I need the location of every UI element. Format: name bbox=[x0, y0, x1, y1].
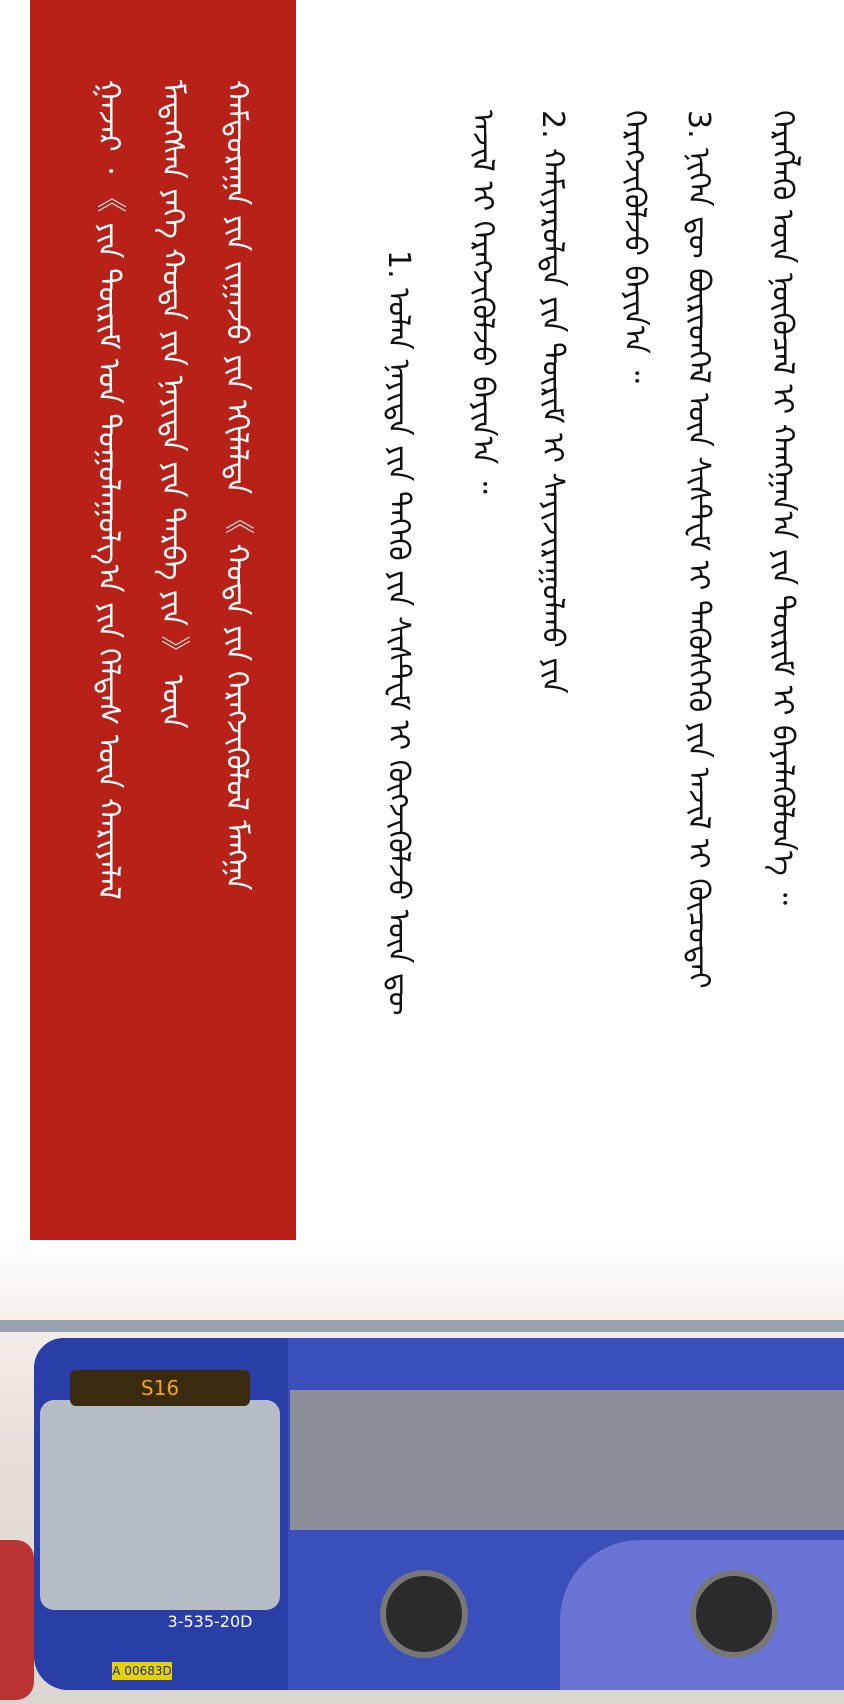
bus-side-windows bbox=[290, 1390, 844, 1530]
body-line-6: 1. ᠣᠯᠠᠨ ᠨᠡᠶᠢᠲᠡ ᠶᠢᠨ ᠲᠡᠬᠡᠬᠦ ᠶᠢᠨ ᠰᠢᠰᠲ᠋ᠧᠮ ᠢ ᠬᠥᠭᠵᠢᠭᠦᠯᠵᠦ ᠦᠨ ᠳᠦ bbox=[381, 250, 416, 1016]
bus-photo bbox=[0, 1240, 844, 1704]
panel-line-1: ᠭᠠᠵᠠᠷ ᠂ 《 ᠶᠢᠨ ᠳᠦᠷᠢᠮ ᠤᠨ ᠳᠤᠭᠤᠯᠠᠭᠤᠯᠭ᠎ᠠ ᠶᠢᠨ ᠬᠡᠯᠲᠡᠰ ᠦᠨ ᠬᠠᠷᠢᠶᠠᠯᠠᠯ bbox=[91, 80, 126, 900]
panel-line-3: ᠬᠠᠮᠲᠤᠷᠠᠭᠠ ᠶᠢᠨ ᠵᠢᠭᠠᠵᠤ ᠶᠢᠨ ᠡᠬᠢᠯᠡᠯᠲᠡ 《 ᠬᠣᠲᠠ ᠶᠢᠨ ᠬᠡᠷᠡᠭᠵᠢᠭᠦᠯᠦᠯ ᠮᠠᠩᠭ᠋ᠠ bbox=[219, 80, 254, 891]
body-line-5: ᠠᠵᠢᠯ ᠢ ᠬᠡᠷᠡᠭᠵᠢᠭᠦᠯᠵᠦ ᠪᠠᠶᠢᠨ᠎ᠠ ᠃ bbox=[465, 110, 500, 494]
route-code: 3-535-20D bbox=[167, 1612, 253, 1631]
rear-wheel bbox=[690, 1570, 778, 1658]
body-line-1: ᠬᠡᠷᠡᠭᠯᠡᠬᠦ ᠦᠨ ᠨᠥᠬᠦᠴᠡᠯ ᠢ ᠬᠠᠩᠭᠠᠨ᠎ᠠ ᠶᠢᠨ ᠳᠦᠷᠢᠮ ᠢ ᠪᠡᠶᠡᠯᠡᠭᠦᠯᠦᠨ᠎ᠡ ᠃ bbox=[765, 110, 800, 905]
red-car bbox=[0, 1540, 34, 1700]
front-wheel bbox=[380, 1570, 468, 1658]
panel-line-2: ᠮᠡᠳᠡᠭᠰᠡᠨ ᠶᠡᠬᠡ ᠬᠣᠲᠠ ᠶᠢᠨ ᠨᠡᠶᠢᠲᠡ ᠶᠢᠨ ᠲᠡᠷᠪᠡ ᠶᠢᠨ 》 ᠦᠨ bbox=[155, 80, 190, 729]
body-line-2: 3. ᠨᠢᠭᠡᠨ ᠳᠦ ᠪᠦᠷᠢᠳᠭᠡᠯ ᠦᠨ ᠰᠢᠰᠲ᠋ᠧᠮ ᠢ ᠲᠡᠭᠦᠰᠬᠡᠬᠦ ᠶᠢᠨ ᠠᠵᠢᠯ ᠢ ᠬᠦᠴᠦᠲᠡᠶ bbox=[681, 110, 716, 989]
body-line-4: 2. ᠬᠠᠮᠢᠶᠠᠷᠤᠯᠲᠠ ᠶᠢᠨ ᠳᠦᠷᠢᠮ ᠢ ᠰᠠᠶᠢᠵᠢᠷᠠᠭᠤᠯᠬᠤ ᠶᠢᠨ bbox=[535, 110, 570, 694]
body-line-3: ᠬᠡᠷᠡᠭᠵᠢᠭᠦᠯᠵᠦ ᠪᠠᠶᠢᠨ᠎ᠠ ᠃ bbox=[617, 110, 652, 384]
bus-windshield bbox=[40, 1400, 280, 1610]
license-plate: A 00683D bbox=[112, 1664, 172, 1678]
background-structure bbox=[0, 1320, 844, 1332]
red-title-panel bbox=[30, 0, 296, 1282]
route-signboard: S16 bbox=[70, 1370, 250, 1406]
